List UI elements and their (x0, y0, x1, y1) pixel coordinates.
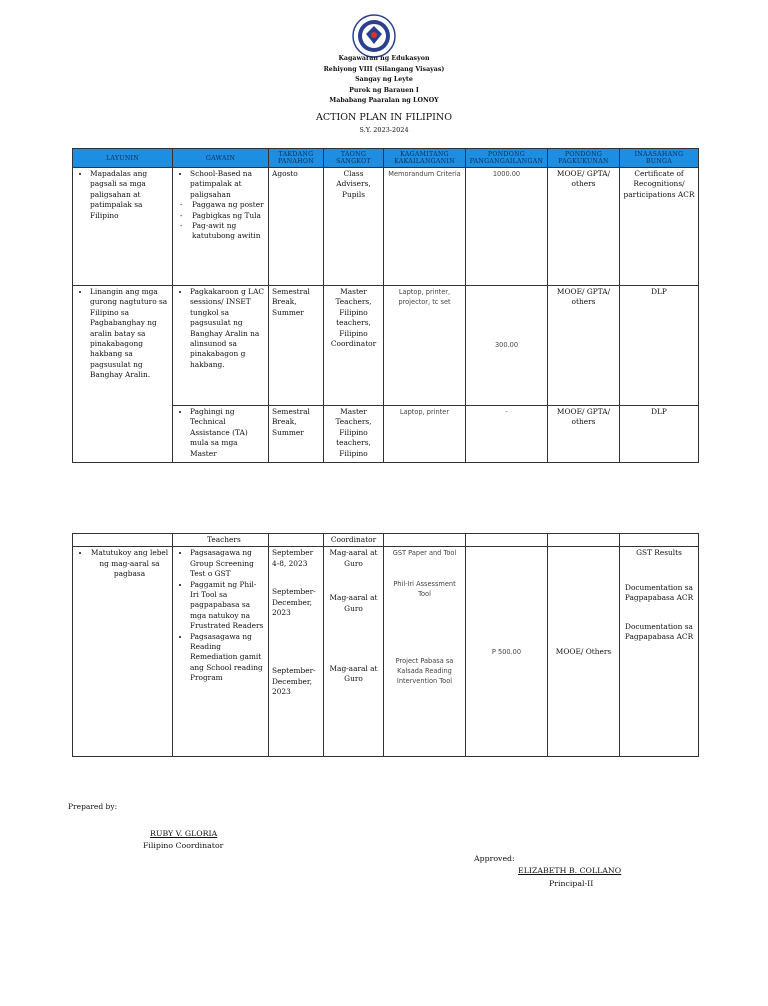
taong-cell: Class Advisers, Pupils (324, 168, 384, 286)
kagamitan-cell: Memorandum Criteria (384, 168, 466, 286)
table-row (73, 547, 699, 757)
taong-cell: Mag-aaral at Guro (329, 664, 378, 684)
gawain-subitem: - Pagbigkas ng Tula (192, 211, 265, 221)
bunga-cell: Documentation sa Pagpapabasa ACR (624, 621, 694, 642)
gawain-continued-cell: Teachers (173, 534, 269, 547)
gawain-cell: • Paggamit ng Phil-Iri Tool sa pagpapabasa sa mga natukoy na Frustrated Readers (190, 580, 265, 632)
column-header: GAWAIN (173, 149, 269, 168)
header-line: Purok ng Barauen I (349, 86, 419, 94)
kagamitan-cell: Laptop, printer (384, 406, 466, 463)
column-header: INAASAHANG BUNGA (620, 149, 699, 168)
panahon-cell: September 4-8, 2023 (272, 548, 314, 568)
table-row (73, 534, 699, 547)
layunin-cell: • Linangin ang mga gurong nagtuturo sa Filipino sa Pagbabanghay ng aralin batay sa pinakabagong hakbang sa pagsusulat ng Banghay Aralin. (90, 287, 169, 381)
column-header: LAYUNIN (73, 149, 173, 168)
header-line: Sangay ng Leyte (355, 76, 413, 83)
pagkukunan-cell: MOOE/ Others (548, 547, 620, 757)
panahon-cell: September- December, 2023 (272, 666, 316, 697)
bunga-cell: GST Results (636, 548, 682, 558)
approver-name: ELIZABETH B. COLLANO (518, 866, 622, 875)
gawain-cell: • School-Based na patimpalak at paligsahan (190, 169, 265, 200)
pondo-cell: 1000.00 (466, 168, 548, 286)
kagamitan-cell: GST Paper and Tool (392, 549, 457, 558)
pondo-cell: P 500.00 (466, 547, 548, 757)
bunga-cell: Documentation sa Pagpapabasa ACR (624, 582, 694, 603)
taong-cell: Mag-aaral at Guro (329, 548, 378, 568)
column-header: TAONG SANGKOT (324, 149, 384, 168)
kagamitan-cell: Project Pabasa sa Kalsada Reading Intervention Tool (395, 656, 454, 686)
taong-cell: Master Teachers, Filipino teachers, Filipino Coordinator (324, 286, 384, 406)
approved-label: Approved: (474, 854, 515, 863)
pagkukunan-cell: MOOE/ GPTA/ others (548, 286, 620, 406)
kagamitan-cell: Laptop, printer, projector, tc set (384, 286, 466, 406)
bunga-cell: DLP (620, 286, 699, 406)
header-line: Mababang Paaralan ng LONOY (329, 97, 439, 104)
panahon-cell: Agosto (269, 168, 324, 286)
bunga-cell: Certificate of Recognitions/ participations ACR (620, 168, 699, 286)
action-plan-table-continued (72, 533, 699, 757)
pondo-cell: - (466, 406, 548, 463)
panahon-cell: September- December, 2023 (272, 587, 316, 618)
gawain-cell: • Pagsasagawa ng Group Screening Test o GST (190, 548, 265, 579)
table-row (73, 168, 699, 286)
page-title: ACTION PLAN IN FILIPINO (316, 112, 452, 123)
panahon-cell: Semestral Break, Summer (269, 406, 324, 463)
gawain-subitem: - Pag-awit ng katutubong awitin (192, 221, 265, 242)
panahon-cell: Semestral Break, Summer (269, 286, 324, 406)
gawain-cell: • Pagsasagawa ng Reading Remediation gamit ang School reading Program (190, 632, 265, 684)
approver-role: Principal-II (549, 879, 594, 888)
bunga-cell: DLP (620, 406, 699, 463)
pondo-cell: 300.00 (466, 286, 548, 406)
layunin-cell: • Matutukoy ang lebel ng mag-aaral sa pagbasa (90, 548, 169, 579)
layunin-cell: • Mapadalas ang pagsali sa mga paligsahan at patimpalak sa Filipino (90, 169, 169, 221)
action-plan-table (72, 148, 699, 463)
header-line: Rehiyong VIII (Silangang Visayas) (323, 65, 445, 73)
deped-seal-icon (352, 14, 396, 58)
column-header: TAKDANG PANAHON (269, 149, 324, 168)
table-row (73, 286, 699, 406)
taong-cell: Mag-aaral at Guro (329, 593, 378, 613)
taong-continued-cell: Coordinator (324, 534, 384, 547)
agency-header (0, 54, 768, 107)
gawain-cell: • Paghingi ng Technical Assistance (TA) mula sa mga Master (190, 407, 265, 459)
preparer-role: Filipino Coordinator (143, 841, 224, 850)
column-header: PONDONG PAGKUKUNAN (548, 149, 620, 168)
gawain-cell: • Pagkakaroon g LAC sessions/ INSET tungkol sa pagsusulat ng Banghay Aralin na alinsunod sa pinakabagon g hakbang. (190, 287, 265, 370)
taong-cell: Master Teachers, Filipino teachers, Filipino (324, 406, 384, 463)
column-header: PONDONG PANGANGAILANGAN (466, 149, 548, 168)
table-header-row (73, 149, 699, 168)
gawain-subitem: - Paggawa ng poster (192, 200, 265, 210)
pagkukunan-cell: MOOE/ GPTA/ others (548, 406, 620, 463)
school-year: S.Y. 2023-2024 (359, 126, 409, 134)
pagkukunan-cell: MOOE/ GPTA/ others (548, 168, 620, 286)
header-line: Kagawaran ng Edukasyon (338, 55, 430, 62)
prepared-by-label: Prepared by: (68, 802, 118, 811)
preparer-name: RUBY V. GLORIA (150, 829, 218, 838)
column-header: KAGAMITANG KAKAILANGANIN (384, 149, 466, 168)
kagamitan-cell: Phil-Iri Assessment Tool (393, 579, 456, 599)
